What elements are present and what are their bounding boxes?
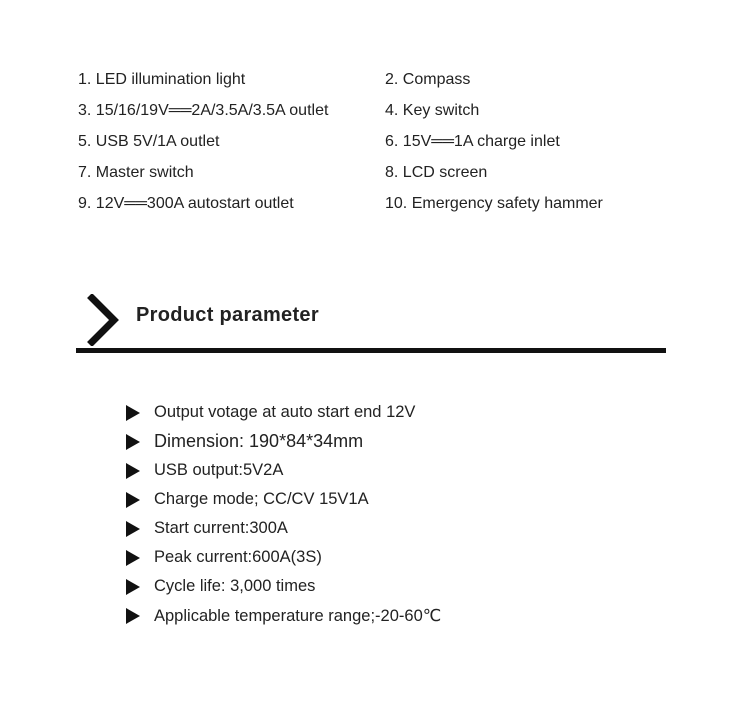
section-divider — [76, 348, 666, 353]
list-item — [126, 543, 646, 572]
parameter-text: Peak current:600A(3S) — [154, 548, 322, 566]
feature-item: 7. Master switch — [78, 163, 194, 181]
triangle-bullet-icon — [126, 463, 140, 479]
list-item — [126, 572, 646, 601]
feature-row — [78, 126, 678, 157]
list-item — [126, 601, 646, 630]
triangle-bullet-icon — [126, 434, 140, 450]
triangle-bullet-icon — [126, 579, 140, 595]
feature-item: 3. 15/16/19V══2A/3.5A/3.5A outlet — [78, 101, 329, 119]
feature-row — [78, 157, 678, 188]
list-item — [126, 514, 646, 543]
feature-item: 4. Key switch — [385, 101, 480, 119]
list-item — [126, 398, 646, 427]
list-item — [126, 456, 646, 485]
parameter-text: Cycle life: 3,000 times — [154, 577, 316, 595]
triangle-bullet-icon — [126, 608, 140, 624]
section-title: Product parameter — [136, 304, 319, 326]
triangle-bullet-icon — [126, 550, 140, 566]
parameter-text: Charge mode; CC/CV 15V1A — [154, 490, 369, 508]
feature-item: 5. USB 5V/1A outlet — [78, 132, 220, 150]
feature-item: 1. LED illumination light — [78, 70, 246, 88]
parameter-text: Dimension: 190*84*34mm — [154, 431, 364, 451]
triangle-bullet-icon — [126, 521, 140, 537]
parameter-list — [126, 398, 646, 630]
feature-row — [78, 95, 678, 126]
chevron-right-icon — [86, 294, 120, 346]
feature-item: 2. Compass — [385, 70, 471, 88]
feature-item: 6. 15V══1A charge inlet — [385, 132, 560, 150]
parameter-text: Applicable temperature range;-20-60℃ — [154, 606, 442, 625]
parameter-text: Output votage at auto start end 12V — [154, 403, 416, 421]
triangle-bullet-icon — [126, 492, 140, 508]
section-header — [76, 292, 666, 354]
feature-row — [78, 188, 678, 219]
parameter-text: USB output:5V2A — [154, 461, 284, 479]
parameter-text: Start current:300A — [154, 519, 288, 537]
feature-item: 10. Emergency safety hammer — [385, 194, 603, 212]
list-item — [126, 427, 646, 456]
triangle-bullet-icon — [126, 405, 140, 421]
feature-row — [78, 64, 678, 95]
list-item — [126, 485, 646, 514]
feature-list — [78, 64, 678, 219]
feature-item: 8. LCD screen — [385, 163, 488, 181]
feature-item: 9. 12V══300A autostart outlet — [78, 194, 294, 212]
